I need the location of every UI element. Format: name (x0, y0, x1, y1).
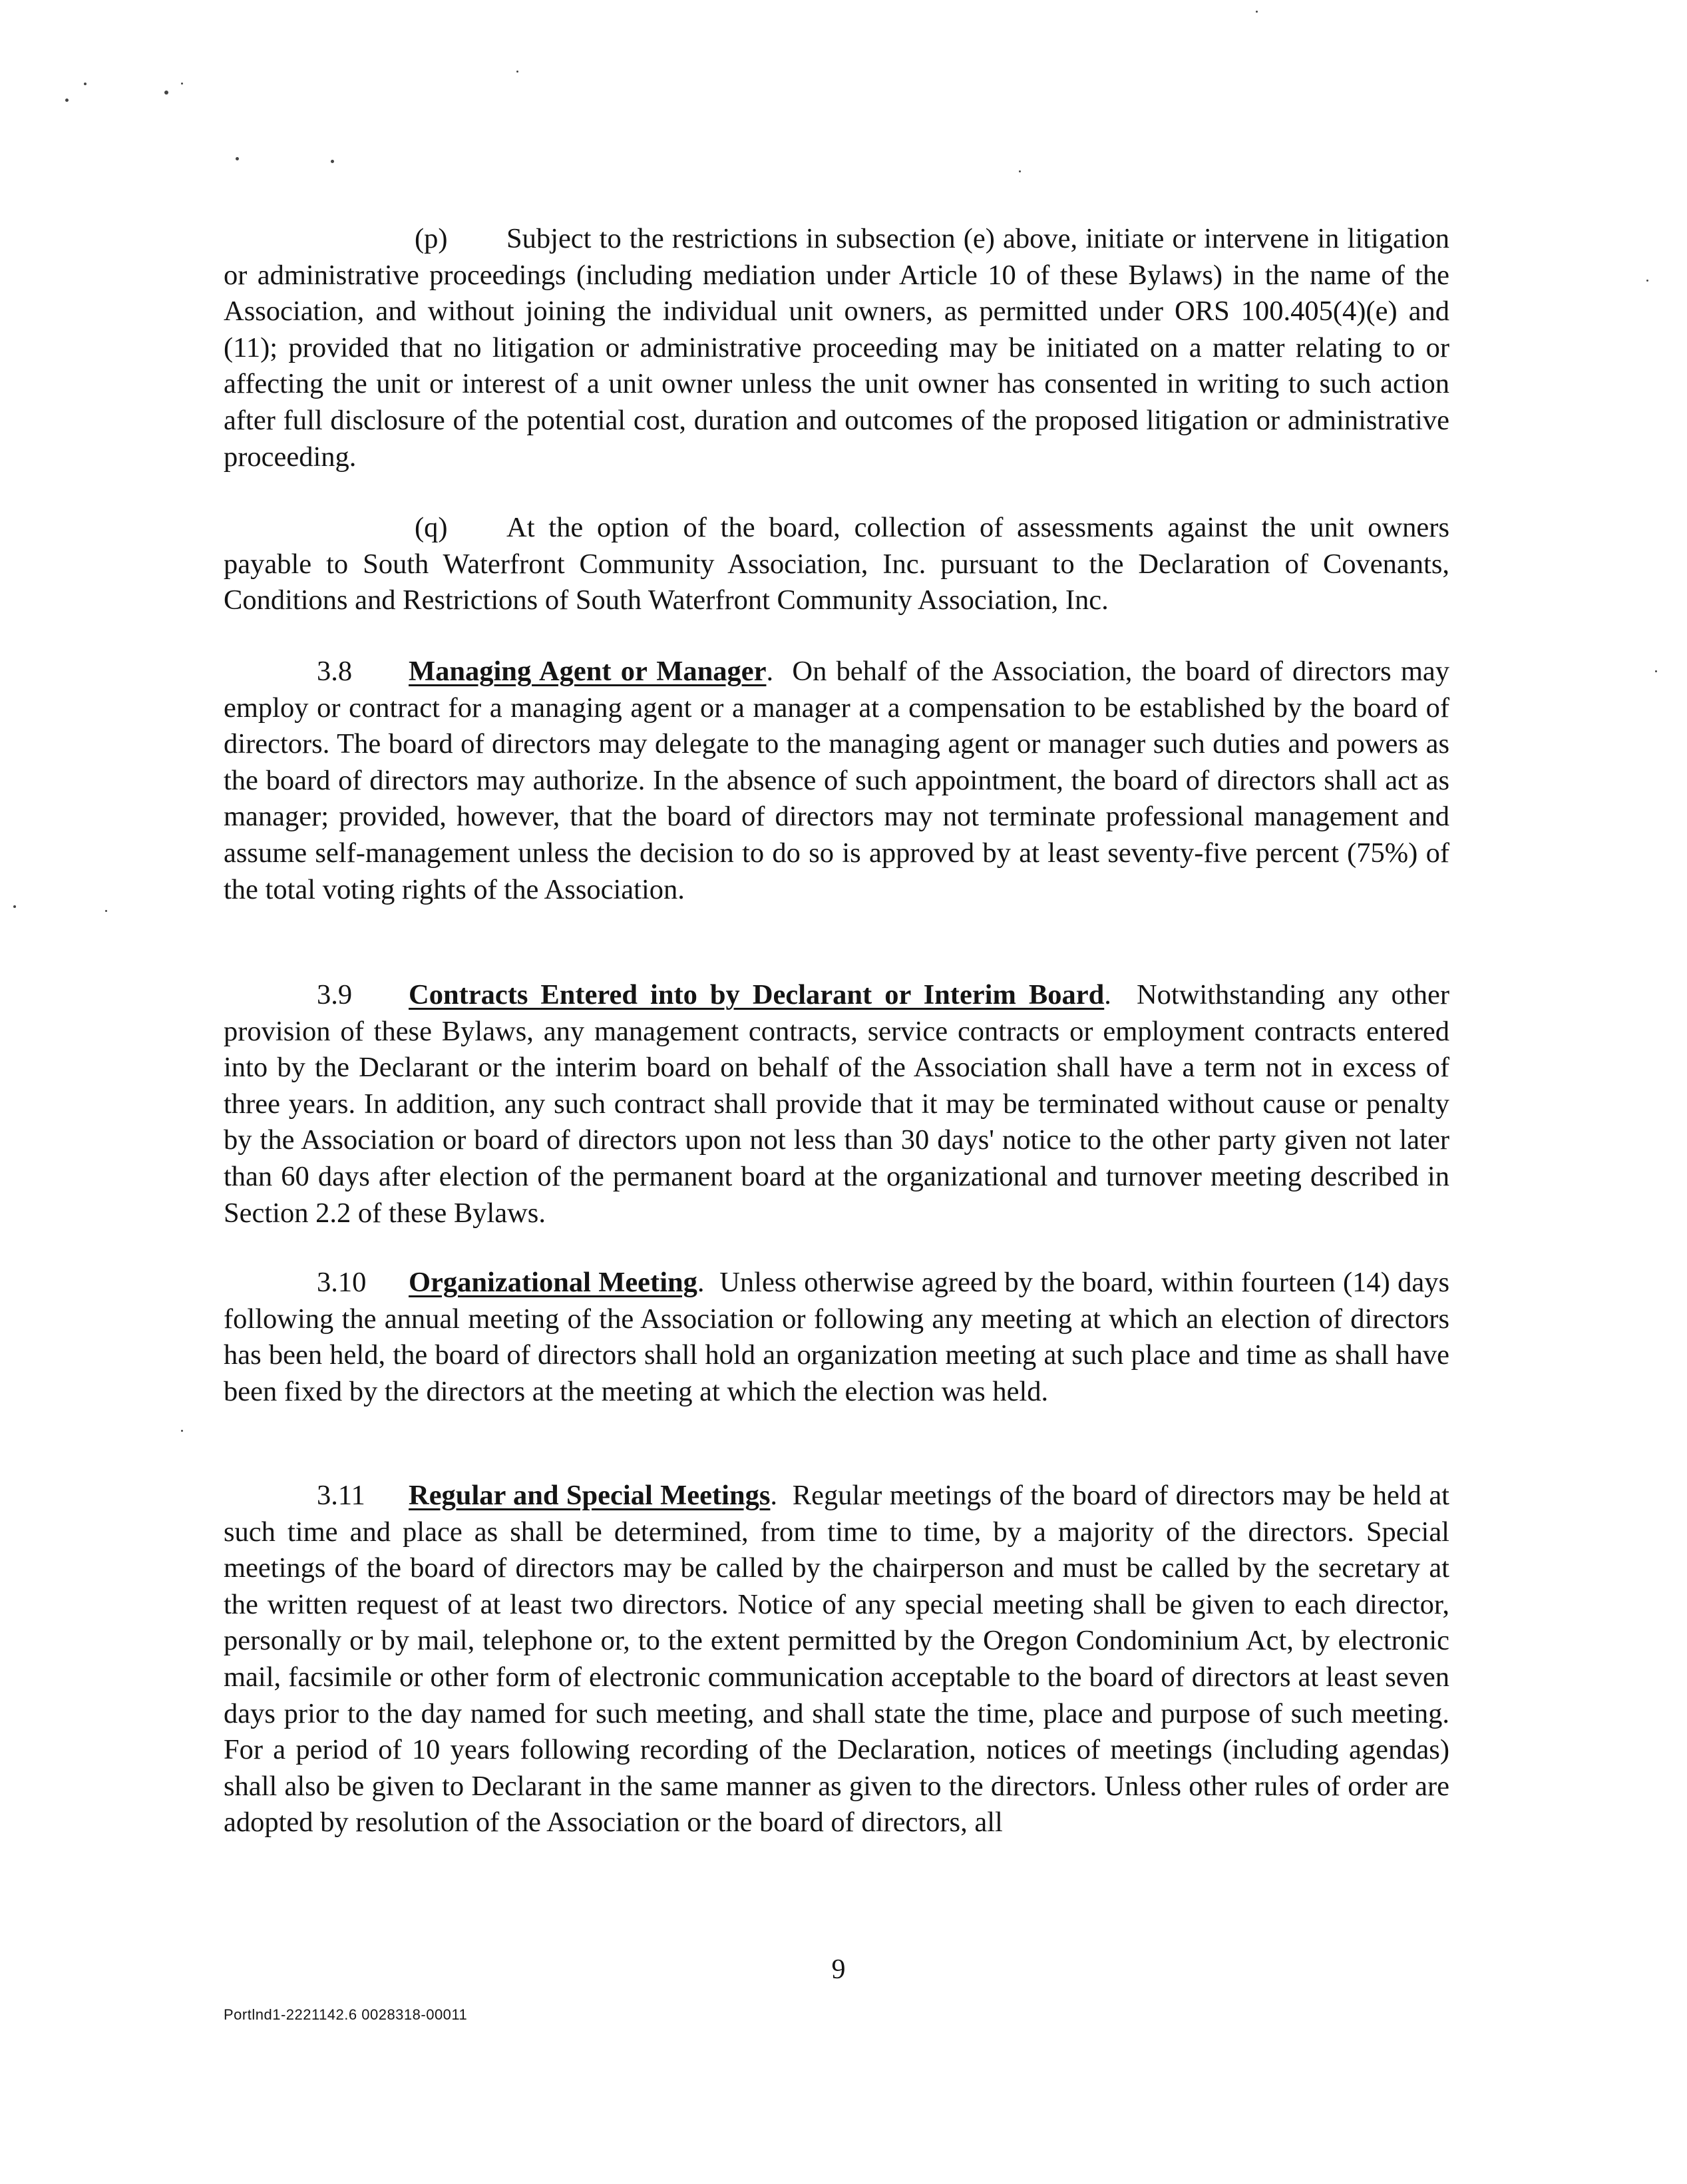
scan-speck (1646, 280, 1648, 282)
section-text: Notwithstanding any other provision of these Bylaws, any management contracts, service contracts or employment contracts entered into by the Declarant or the interim board on behalf of the Association shall have a term not in excess of three years. In addition, any such contract shall provide that it may be terminated without cause or penalty by the Association or board of directors upon not less than 30 days' notice to the other party given not later than 60 days after election of the permanent board at the organizational and turnover meeting described in Section 2.2 of these Bylaws. (224, 979, 1450, 1229)
paragraph-p (224, 221, 1449, 475)
paragraph-marker: (p) (415, 223, 448, 254)
scan-speck (1256, 11, 1258, 13)
scan-speck (236, 157, 239, 160)
section-heading: Contracts Entered into by Declarant or Interim Board (409, 979, 1105, 1010)
section-3-8: 3.8 Managing Agent or Manager. On behalf of the Association, the board of directors may employ or contract for a managing agent or a manager at a compensation to be established by the board of directors. The board of directors may delegate to the managing agent or manager such duties and powers as the board of directors may authorize. In the absence of such appointment, the board of directors shall act as manager; provided, however, that the board of directors may not terminate professional management and assume self-management unless the decision to do so is approved by at least seventy-five percent (75%) of the total voting rights of the Association. (224, 654, 1449, 908)
scan-speck (181, 1430, 183, 1432)
document-footer-id: Portlnd1-2221142.6 0028318-00011 (224, 2006, 468, 2023)
paragraph-text: At the option of the board, collection of assessments against the unit owners payable to South Waterfront Community Association, Inc. pursuant to the Declaration of Covenants, Conditions and Restrictions of South Waterfront Community Association, Inc. (224, 512, 1449, 616)
scan-speck (164, 91, 168, 95)
section-text: Unless otherwise agreed by the board, within fourteen (14) days following the annual meeting of the Association or following any meeting at which an election of directors has been held, the board of directors shall hold an organization meeting at such place and time as shall have been fixed by the directors at the meeting at which the election was held. (224, 1267, 1450, 1407)
scan-speck (1019, 170, 1021, 172)
section-number: 3.10 (317, 1267, 367, 1298)
scan-speck (1655, 670, 1657, 672)
scan-speck (516, 71, 518, 73)
section-3-11: 3.11 Regular and Special Meetings. Regular meetings of the board of directors may be held at such time and place as shall be determined, from time to time, by a majority of the directors. Special meetings of the board of directors may be called by the chairperson and must be called by the secretary at the written request of at least two directors. Notice of any special meeting shall be given to each director, personally or by mail, telephone or, to the extent permitted by the Oregon Condominium Act, by electronic mail, facsimile or other form of electronic communication acceptable to the board of directors at least seven days prior to the day named for such meeting, and shall state the time, place and purpose of such meeting. For a period of 10 years following recording of the Declaration, notices of meetings (including agendas) shall also be given to Declarant in the same manner as given to the directors. Unless other rules of order are adopted by resolution of the Association or the board of directors, all (224, 1478, 1449, 1841)
scan-speck (84, 83, 87, 85)
page-number: 9 (831, 1954, 846, 1985)
section-heading: Managing Agent or Manager (409, 656, 767, 687)
scan-speck (331, 160, 334, 163)
section-3-9: 3.9 Contracts Entered into by Declarant or Interim Board. Notwithstanding any other provision of these Bylaws, any management contracts, service contracts or employment contracts entered into by the Declarant or the interim board on behalf of the Association shall have a term not in excess of three years. In addition, any such contract shall provide that it may be terminated without cause or penalty by the Association or board of directors upon not less than 30 days' notice to the other party given not later than 60 days after election of the permanent board at the organizational and turnover meeting described in Section 2.2 of these Bylaws. (224, 977, 1449, 1231)
section-number: 3.9 (317, 979, 353, 1010)
section-number: 3.11 (317, 1480, 365, 1511)
paragraph-marker: (q) (415, 512, 448, 543)
section-number: 3.8 (317, 656, 353, 687)
paragraph-q (224, 510, 1449, 619)
scan-speck (13, 905, 16, 908)
scan-speck (105, 910, 107, 912)
scan-speck (65, 99, 69, 102)
section-3-10: 3.10 Organizational Meeting. Unless otherwise agreed by the board, within fourteen (14) days following the annual meeting of the Association or following any meeting at which an election of directors has been held, the board of directors shall hold an organization meeting at such place and time as shall have been fixed by the directors at the meeting at which the election was held. (224, 1265, 1449, 1410)
scan-speck (181, 83, 183, 85)
section-text: Regular meetings of the board of directors may be held at such time and place as shall be determined, from time to time, by a majority of the directors. Special meetings of the board of directors may be called by the chairperson and must be called by the secretary at the written request of at least two directors. Notice of any special meeting shall be given to each director, personally or by mail, telephone or, to the extent permitted by the Oregon Condominium Act, by electronic mail, facsimile or other form of electronic communication acceptable to the board of directors at least seven days prior to the day named for such meeting, and shall state the time, place and purpose of such meeting. For a period of 10 years following recording of the Declaration, notices of meetings (including agendas) shall also be given to Declarant in the same manner as given to the directors. Unless other rules of order are adopted by resolution of the Association or the board of directors, all (224, 1480, 1449, 1839)
section-text: On behalf of the Association, the board of directors may employ or contract for a managing agent or a manager at a compensation to be established by the board of directors. The board of directors may delegate to the managing agent or manager such duties and powers as the board of directors may authorize. In the absence of such appointment, the board of directors shall act as manager; provided, however, that the board of directors may not terminate professional management and assume self-management unless the decision to do so is approved by at least seventy-five percent (75%) of the total voting rights of the Association. (224, 656, 1450, 905)
section-heading: Organizational Meeting (409, 1267, 697, 1298)
paragraph-text: Subject to the restrictions in subsection (e) above, initiate or intervene in litigation or administrative proceedings (including mediation under Article 10 of these Bylaws) in the name of the Association, and without joining the individual unit owners, as permitted under ORS 100.405(4)(e) and (11); provided that no litigation or administrative proceeding may be initiated on a matter relating to or affecting the unit or interest of a unit owner unless the unit owner has consented in writing to such action after full disclosure of the potential cost, duration and outcomes of the proposed litigation or administrative proceeding. (224, 223, 1449, 473)
section-heading: Regular and Special Meetings (409, 1480, 771, 1511)
